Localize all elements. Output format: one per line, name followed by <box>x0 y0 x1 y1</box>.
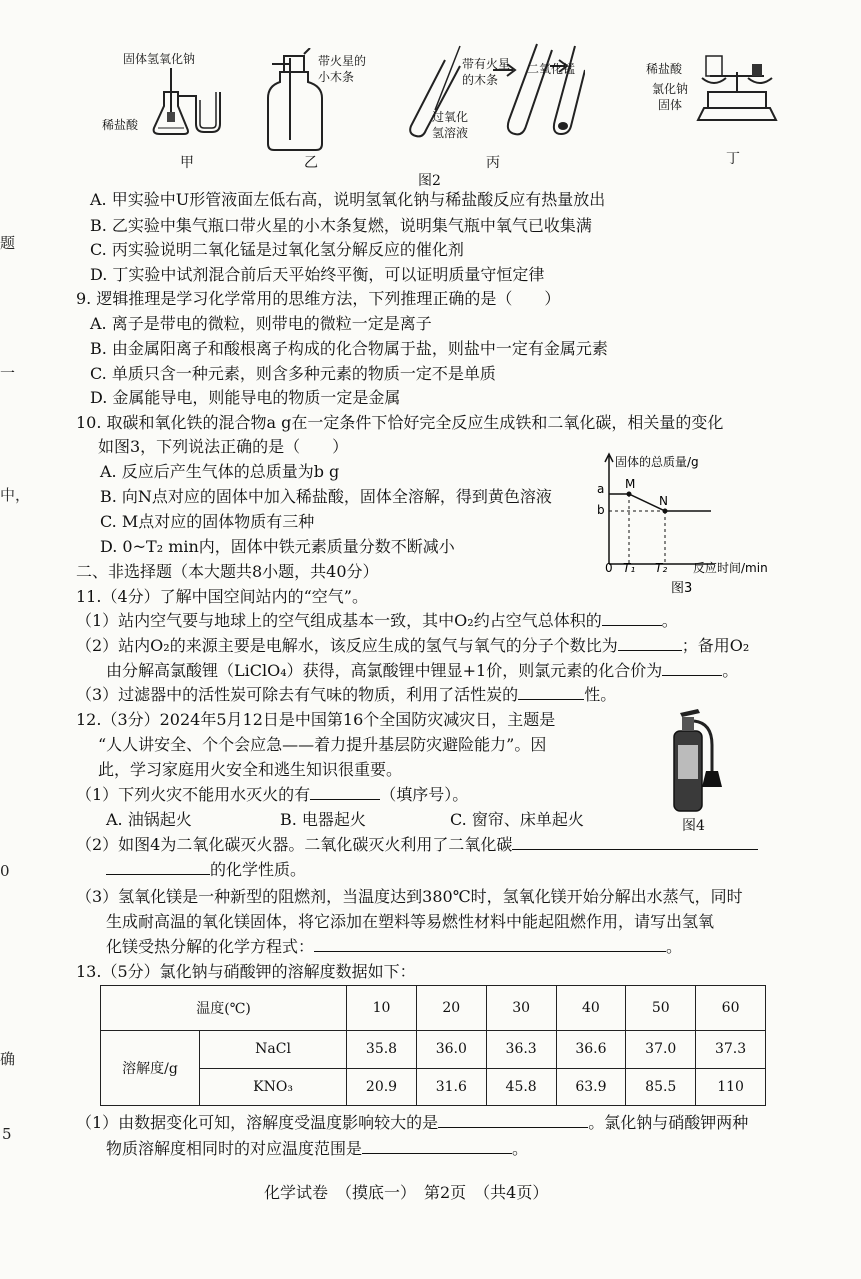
q12-part-1 <box>76 785 468 805</box>
table-cell: 36.6 <box>556 1031 626 1068</box>
table-cell: 50 <box>626 986 696 1031</box>
answer-blank[interactable] <box>518 685 584 700</box>
y-tick-b: b <box>597 503 605 517</box>
table-cell: 45.8 <box>486 1068 556 1105</box>
point-n-label: N <box>659 494 668 508</box>
caption-yi: 乙 <box>304 155 318 171</box>
solubility-table <box>100 985 766 1106</box>
table-cell: 31.6 <box>416 1068 486 1105</box>
x-tick-t1: T₁ <box>623 561 636 575</box>
answer-blank[interactable] <box>602 611 662 626</box>
q11-part-2-text-c: 由分解高氯酸锂（LiClO₄）获得，高氯酸锂中锂显+1价，则氯元素的化合价为 <box>106 661 663 680</box>
label-h2o2: 过氧化 <box>432 110 469 124</box>
table-cell: 35.8 <box>347 1031 417 1068</box>
q11-part-2-text-b: ；备用O₂ <box>681 636 750 655</box>
q12-part-3-cont: 生成耐高温的氧化镁固体，将它添加在塑料等易燃性材料中能起阻燃作用，请写出氢氧 <box>106 912 715 931</box>
figure-3-caption: 图3 <box>671 581 693 596</box>
q11-part-2-cont <box>106 661 738 681</box>
table-header-temperature: 温度(℃) <box>101 986 347 1031</box>
period: 。 <box>512 1139 529 1158</box>
apparatus-ding-image <box>690 48 785 130</box>
answer-blank[interactable] <box>106 860 210 875</box>
q12-option-a: A. 油锅起火 <box>106 810 192 829</box>
q11-stem: 11.（4分）了解中国空间站内的“空气”。 <box>76 587 368 606</box>
q12-part-2 <box>76 835 758 855</box>
q12-option-b: B. 电器起火 <box>280 810 366 829</box>
q13-part-1-text-b: 。氯化钠与硝酸钾两种 <box>588 1113 749 1132</box>
q12-part-3-text-c: 化镁受热分解的化学方程式： <box>106 937 315 956</box>
q10-stem-2: 如图3，下列说法正确的是（ ） <box>98 437 349 456</box>
answer-blank[interactable] <box>438 1113 588 1128</box>
label-glowing-stick-bing: 带有火星 <box>462 57 511 71</box>
period: 。 <box>722 661 739 680</box>
margin-fragment: 中， <box>0 486 31 504</box>
label-nacl: 氯化钠 <box>652 82 689 96</box>
q12-part-2-text-b: 的化学性质。 <box>210 860 307 879</box>
table-cell: 63.9 <box>556 1068 626 1105</box>
margin-fragment: 题 <box>0 234 16 252</box>
section-2-heading: 二、非选择题（本大题共8小题，共40分） <box>76 562 379 581</box>
q10-option-d: D. 0~T₂ min内，固体中铁元素质量分数不断减小 <box>100 537 455 556</box>
table-row-name-kno3: KNO₃ <box>200 1068 347 1105</box>
q11-part-3 <box>76 685 616 705</box>
q11-part-1-text: （1）站内空气要与地球上的空气组成基本一致，其中O₂约占空气总体积的 <box>76 611 602 630</box>
answer-blank[interactable] <box>512 835 758 850</box>
caption-ding: 丁 <box>726 151 740 167</box>
apparatus-jia-image <box>150 62 240 152</box>
q8-option-a: A. 甲实验中U形管液面左低右高，说明氢氧化钠与稀盐酸反应有热量放出 <box>90 190 606 209</box>
margin-fragment: 确 <box>0 1050 16 1068</box>
point-m-label: M <box>625 477 636 491</box>
q12-part-3-cont-2 <box>106 937 682 957</box>
q13-stem: 13.（5分）氯化钠与硝酸钾的溶解度数据如下： <box>76 962 416 981</box>
q11-part-3-text-b: 性。 <box>584 685 617 704</box>
y-tick-a: a <box>597 482 605 496</box>
label-solid-naoh: 固体氢氧化钠 <box>123 52 196 66</box>
answer-blank[interactable] <box>662 661 722 676</box>
margin-fragment: 一 <box>0 364 16 382</box>
figure-2-caption: 图2 <box>418 173 441 189</box>
q12-part-2-cont <box>106 860 306 880</box>
table-cell: 110 <box>696 1068 766 1105</box>
q13-part-1-text-c: 物质溶解度相同时的对应温度范围是 <box>106 1139 363 1158</box>
q11-part-2-text: （2）站内O₂的来源主要是电解水，该反应生成的氢气与氧气的分子个数比为 <box>76 636 618 655</box>
q12-part-3: （3）氢氧化镁是一种新型的阻燃剂，当温度达到380℃时，氢氧化镁开始分解出水蒸气，同时 <box>76 887 743 906</box>
x-axis-label: 反应时间/min <box>693 561 768 575</box>
q8-option-b: B. 乙实验中集气瓶口带火星的小木条复燃，说明集气瓶中氧气已收集满 <box>90 216 592 235</box>
table-cell: 30 <box>486 986 556 1031</box>
q10-option-b: B. 向N点对应的固体中加入稀盐酸，固体全溶解，得到黄色溶液 <box>100 487 552 506</box>
q9-option-d: D. 金属能导电，则能导电的物质一定是金属 <box>90 388 401 407</box>
point-m <box>627 492 632 497</box>
table-cell: 37.3 <box>696 1031 766 1068</box>
table-cell: 36.0 <box>416 1031 486 1068</box>
q12-part-1-text: （1）下列火灾不能用水灭火的有 <box>76 785 311 804</box>
table-row-name-nacl: NaCl <box>200 1031 347 1068</box>
table-row <box>101 1031 766 1068</box>
label-mno2: 二氧化锰 <box>527 62 576 76</box>
answer-blank[interactable] <box>618 636 682 651</box>
table-cell: 20 <box>416 986 486 1031</box>
q11-part-3-text: （3）过滤器中的活性炭可除去有气味的物质，利用了活性炭的 <box>76 685 519 704</box>
label-glowing-stick-2: 小木条 <box>318 70 355 84</box>
table-cell: 10 <box>347 986 417 1031</box>
table-cell: 40 <box>556 986 626 1031</box>
q13-part-1-text: （1）由数据变化可知，溶解度受温度影响较大的是 <box>76 1113 439 1132</box>
table-cell: 85.5 <box>626 1068 696 1105</box>
q10-option-a: A. 反应后产生气体的总质量为b g <box>100 462 340 481</box>
label-h2o2-2: 氢溶液 <box>432 126 469 140</box>
page-footer: 化学试卷 （摸底一） 第2页 （共4页） <box>264 1183 549 1202</box>
period: 。 <box>666 937 683 956</box>
figure-4-caption: 图4 <box>682 818 705 834</box>
margin-fragment: 0 <box>0 862 10 880</box>
table-row <box>101 1068 766 1105</box>
label-dilute-hcl-ding: 稀盐酸 <box>646 62 683 76</box>
table-cell: 36.3 <box>486 1031 556 1068</box>
x-tick-t2: T₂ <box>655 561 668 575</box>
table-cell: 60 <box>696 986 766 1031</box>
co2-extinguisher-image <box>662 705 732 815</box>
answer-blank[interactable] <box>362 1139 512 1154</box>
q12-stem-2: “人人讲安全、个个会应急——着力提升基层防灾避险能力”。因 <box>98 735 547 754</box>
table-cell: 20.9 <box>347 1068 417 1105</box>
q12-option-c: C. 窗帘、床单起火 <box>450 810 584 829</box>
q12-part-2-text: （2）如图4为二氧化碳灭火器。二氧化碳灭火利用了二氧化碳 <box>76 835 513 854</box>
q13-part-1-cont <box>106 1139 528 1159</box>
q12-part-1-text-b: （填序号）。 <box>380 785 469 804</box>
period: 。 <box>661 611 678 630</box>
q11-part-2 <box>76 636 749 656</box>
label-dilute-hcl: 稀盐酸 <box>102 118 139 132</box>
q11-part-1 <box>76 611 678 631</box>
caption-bing: 丙 <box>486 155 500 171</box>
q10-stem: 10. 取碳和氧化铁的混合物a g在一定条件下恰好完全反应生成铁和二氧化碳，相关量的变化 <box>76 413 724 432</box>
q10-option-c: C. M点对应的固体物质有三种 <box>100 512 315 531</box>
q13-part-1 <box>76 1113 748 1133</box>
q8-option-c: C. 丙实验说明二氧化锰是过氧化氢分解反应的催化剂 <box>90 240 464 259</box>
label-nacl-2: 固体 <box>658 98 683 112</box>
label-glowing-stick-bing-2: 的木条 <box>462 73 499 87</box>
q9-option-c: C. 单质只含一种元素，则含多种元素的物质一定不是单质 <box>90 364 496 383</box>
answer-blank[interactable] <box>310 785 380 800</box>
table-row <box>101 986 766 1031</box>
label-glowing-stick: 带火星的 <box>318 54 367 68</box>
table-cell: 37.0 <box>626 1031 696 1068</box>
caption-jia: 甲 <box>180 155 194 171</box>
answer-blank[interactable] <box>314 937 666 952</box>
q8-option-d: D. 丁实验中试剂混合前后天平始终平衡，可以证明质量守恒定律 <box>90 265 545 284</box>
point-n <box>663 509 668 514</box>
figure-3-chart <box>585 448 785 598</box>
q9-option-a: A. 离子是带电的微粒，则带电的微粒一定是离子 <box>90 314 432 333</box>
q9-stem: 9. 逻辑推理是学习化学常用的思维方法，下列推理正确的是（ ） <box>76 289 561 308</box>
table-header-solubility: 溶解度/g <box>101 1031 200 1106</box>
origin-label: 0 <box>605 561 613 575</box>
q12-stem: 12.（3分）2024年5月12日是中国第16个全国防灾减灾日，主题是 <box>76 710 556 729</box>
y-axis-label: 固体的总质量/g <box>615 455 699 469</box>
q9-option-b: B. 由金属阳离子和酸根离子构成的化合物属于盐，则盐中一定有金属元素 <box>90 339 608 358</box>
q12-stem-3: 此，学习家庭用火安全和逃生知识很重要。 <box>98 760 403 779</box>
margin-fragment: 5 <box>2 1125 12 1143</box>
